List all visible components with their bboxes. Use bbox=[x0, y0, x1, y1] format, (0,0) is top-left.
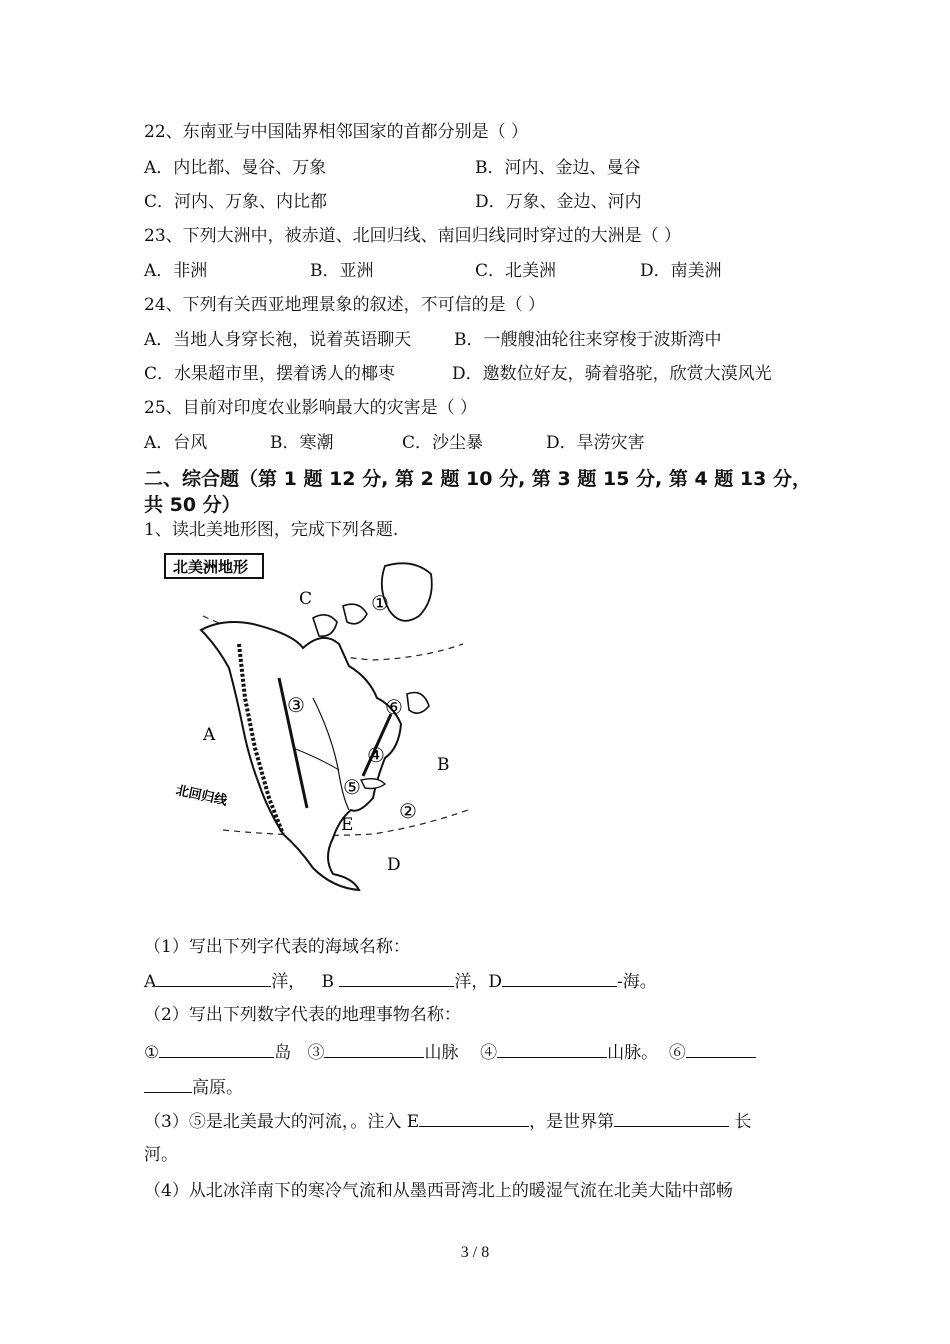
q24-stem: 24、下列有关西亚地理景象的叙述，不可信的是（ ） bbox=[144, 295, 546, 315]
q23-stem: 23、下列大洲中，被赤道、北回归线、南回归线同时穿过的大洲是（ ） bbox=[144, 226, 682, 246]
page-number: 3 / 8 bbox=[460, 1244, 490, 1261]
s2q1-part3 bbox=[144, 1108, 752, 1134]
map-number-2: ② bbox=[399, 799, 417, 823]
map-letter-d: D bbox=[387, 855, 401, 875]
blank-6b[interactable] bbox=[144, 1074, 192, 1093]
plateau-suffix: 高原。 bbox=[192, 1078, 243, 1098]
blank-e[interactable] bbox=[419, 1108, 529, 1127]
map-number-4: ④ bbox=[367, 743, 385, 767]
mountain-suffix-1: 山脉 bbox=[424, 1043, 459, 1063]
blank-b[interactable] bbox=[339, 968, 454, 987]
map-letter-b: B bbox=[437, 755, 450, 775]
map-letter-a: A bbox=[203, 725, 216, 745]
map-number-5: ⑤ bbox=[343, 775, 361, 799]
label-6: ⑥ bbox=[668, 1043, 686, 1063]
map-title: 北美洲地形 bbox=[173, 558, 249, 576]
s2q1-part1-blanks bbox=[144, 968, 657, 994]
blank-1[interactable] bbox=[159, 1039, 274, 1058]
q22-option-d: D．万象、金边、河内 bbox=[475, 192, 642, 212]
blank-4[interactable] bbox=[497, 1039, 607, 1058]
map-number-1: ① bbox=[371, 591, 389, 615]
ocean-suffix-1: 洋， bbox=[271, 972, 306, 992]
s2q1-part1: （1）写出下列字代表的海域名称： bbox=[144, 937, 410, 957]
label-1: ① bbox=[144, 1043, 160, 1063]
blank-b-label: B bbox=[321, 972, 334, 992]
part3-text-a: （3）⑤是北美最大的河流，。注入 E bbox=[144, 1112, 420, 1132]
map-number-3: ③ bbox=[287, 693, 305, 717]
q22-stem: 22、东南亚与中国陆界相邻国家的首都分别是（ ） bbox=[144, 122, 529, 142]
sea-suffix: -海。 bbox=[617, 972, 657, 992]
q22-option-c: C．河内、万象、内比都 bbox=[144, 192, 328, 212]
s2q1-part2: （2）写出下列数字代表的地理事物名称： bbox=[144, 1005, 461, 1025]
s2q1-part3-cont: 河。 bbox=[144, 1145, 178, 1165]
part3-text-c: 长 bbox=[734, 1112, 752, 1132]
blank-rank[interactable] bbox=[614, 1108, 729, 1127]
q25-stem: 25、目前对印度农业影响最大的灾害是（ ） bbox=[144, 398, 478, 418]
label-3: ③ bbox=[307, 1043, 325, 1063]
q23-option-b: B．亚洲 bbox=[310, 261, 374, 281]
map-number-6: ⑥ bbox=[385, 695, 403, 719]
arctic-island bbox=[313, 615, 337, 636]
north-america-map bbox=[163, 548, 471, 898]
blank-a-label: A bbox=[144, 972, 157, 992]
island-suffix: 岛 bbox=[274, 1043, 292, 1063]
s2q1-part2-cont bbox=[144, 1074, 243, 1100]
s2q1-part2-blanks bbox=[144, 1039, 756, 1065]
q24-option-a: A．当地人身穿长袍，说着英语聊天 bbox=[144, 330, 412, 350]
s2q1-stem: 1、读北美地形图，完成下列各题. bbox=[144, 520, 399, 540]
tropic-label: 北回归线 bbox=[174, 783, 229, 809]
section-heading-line1: 二、综合题（第 1 题 12 分, 第 2 题 10 分, 第 3 题 15 分, 第 4 题 13 分， bbox=[144, 468, 811, 490]
q22-option-b: B．河内、金边、曼谷 bbox=[475, 158, 641, 178]
q23-option-d: D．南美洲 bbox=[640, 261, 722, 281]
q24-option-c: C．水果超市里，摆着诱人的椰枣 bbox=[144, 364, 396, 384]
part3-text-b: ，是世界第 bbox=[529, 1112, 615, 1132]
q24-option-b: B．一艘艘油轮往来穿梭于波斯湾中 bbox=[454, 330, 722, 350]
section-heading-line2: 共 50 分） bbox=[144, 494, 241, 516]
arctic-island bbox=[343, 604, 367, 624]
q23-option-c: C．北美洲 bbox=[475, 261, 557, 281]
q22-option-a: A．内比都、曼谷、万象 bbox=[144, 158, 327, 178]
caribbean-island bbox=[361, 779, 385, 789]
ocean-suffix-2: 洋，D bbox=[454, 972, 503, 992]
q25-option-d: D．旱涝灾害 bbox=[546, 433, 645, 453]
q25-option-b: B．寒潮 bbox=[270, 433, 334, 453]
label-4: ④ bbox=[480, 1043, 498, 1063]
newfoundland bbox=[407, 693, 429, 714]
q25-option-c: C．沙尘暴 bbox=[402, 433, 484, 453]
blank-3[interactable] bbox=[324, 1039, 424, 1058]
s2q1-part4: （4）从北冰洋南下的寒冷气流和从墨西哥湾北上的暖湿气流在北美大陆中部畅 bbox=[144, 1181, 733, 1201]
blank-6a[interactable] bbox=[686, 1039, 756, 1058]
blank-d[interactable] bbox=[502, 968, 617, 987]
blank-a[interactable] bbox=[156, 968, 271, 987]
q24-option-d: D．邀数位好友，骑着骆驼，欣赏大漠风光 bbox=[452, 364, 772, 384]
greenland bbox=[382, 563, 432, 620]
map-letter-c: C bbox=[299, 589, 313, 609]
q25-option-a: A．台风 bbox=[144, 433, 208, 453]
q23-option-a: A．非洲 bbox=[144, 261, 208, 281]
mountain-suffix-2: 山脉。 bbox=[607, 1043, 659, 1063]
map-letter-e: E bbox=[341, 815, 354, 835]
